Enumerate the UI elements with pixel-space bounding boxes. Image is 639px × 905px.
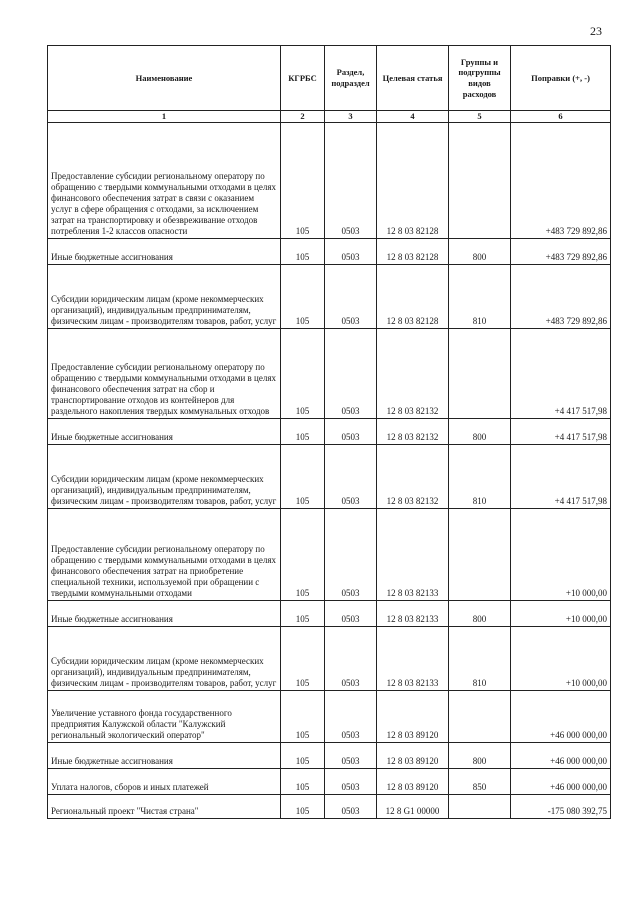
row-amount: +4 417 517,98	[511, 445, 611, 509]
row-kgrbs: 105	[281, 627, 325, 691]
row-kgrbs: 105	[281, 769, 325, 795]
row-group	[449, 509, 511, 601]
row-group: 810	[449, 445, 511, 509]
column-number: 1	[48, 111, 281, 123]
row-target: 12 8 03 89120	[377, 769, 449, 795]
row-amount: +10 000,00	[511, 627, 611, 691]
header-section: Раздел, подраздел	[325, 46, 377, 111]
row-name: Иные бюджетные ассигнования	[48, 601, 281, 627]
row-target: 12 8 03 82132	[377, 445, 449, 509]
row-target: 12 8 03 82128	[377, 239, 449, 265]
row-kgrbs: 105	[281, 329, 325, 419]
row-amount: +483 729 892,86	[511, 239, 611, 265]
row-target: 12 8 03 82132	[377, 329, 449, 419]
row-target: 12 8 03 82133	[377, 627, 449, 691]
row-kgrbs: 105	[281, 743, 325, 769]
row-section: 0503	[325, 601, 377, 627]
row-name: Предоставление субсидии региональному оператору по обращению с твердыми коммунальными отходами в целях финансового обеспечения затрат на приобретение специальной техники, используемой при обращении с твердыми коммунальными отходами	[48, 509, 281, 601]
table-row	[48, 123, 611, 239]
row-kgrbs: 105	[281, 239, 325, 265]
budget-amendments-table	[47, 45, 611, 819]
row-section: 0503	[325, 509, 377, 601]
row-section: 0503	[325, 265, 377, 329]
header-amendments: Поправки (+, -)	[511, 46, 611, 111]
row-kgrbs: 105	[281, 795, 325, 819]
row-group: 810	[449, 265, 511, 329]
table-row	[48, 769, 611, 795]
row-name: Субсидии юридическим лицам (кроме некоммерческих организаций), индивидуальным предпринимателям, физическим лицам - производителям товаров, работ, услуг	[48, 627, 281, 691]
header-target: Целевая статья	[377, 46, 449, 111]
row-group: 800	[449, 419, 511, 445]
row-name: Предоставление субсидии региональному оператору по обращению с твердыми коммунальными отходами в целях финансового обеспечения затрат в связи с оказанием услуг в сфере обращения с отходами, за исключением затрат на транспортировку и обезвреживание отходов потребления 1-2 классов опасности	[48, 123, 281, 239]
row-group	[449, 691, 511, 743]
column-number: 3	[325, 111, 377, 123]
row-target: 12 8 G1 00000	[377, 795, 449, 819]
row-amount: +4 417 517,98	[511, 419, 611, 445]
page-number: 23	[590, 24, 602, 38]
row-target: 12 8 03 82133	[377, 509, 449, 601]
row-target: 12 8 03 82132	[377, 419, 449, 445]
table-row	[48, 509, 611, 601]
row-group: 800	[449, 239, 511, 265]
row-group: 810	[449, 627, 511, 691]
header-group: Группы и подгруппы видов расходов	[449, 46, 511, 111]
table-header-row	[48, 46, 611, 111]
column-number: 5	[449, 111, 511, 123]
row-target: 12 8 03 82128	[377, 123, 449, 239]
row-group	[449, 329, 511, 419]
row-target: 12 8 03 89120	[377, 691, 449, 743]
row-amount: -175 080 392,75	[511, 795, 611, 819]
row-target: 12 8 03 89120	[377, 743, 449, 769]
table-row	[48, 627, 611, 691]
table-row	[48, 265, 611, 329]
row-name: Иные бюджетные ассигнования	[48, 743, 281, 769]
row-amount: +10 000,00	[511, 509, 611, 601]
row-section: 0503	[325, 239, 377, 265]
row-name: Субсидии юридическим лицам (кроме некоммерческих организаций), индивидуальным предпринимателям, физическим лицам - производителям товаров, работ, услуг	[48, 265, 281, 329]
row-kgrbs: 105	[281, 123, 325, 239]
table-row	[48, 691, 611, 743]
header-name: Наименование	[48, 46, 281, 111]
table-row	[48, 795, 611, 819]
row-name: Иные бюджетные ассигнования	[48, 419, 281, 445]
row-group: 800	[449, 743, 511, 769]
row-target: 12 8 03 82128	[377, 265, 449, 329]
table-row	[48, 743, 611, 769]
row-group	[449, 123, 511, 239]
table-row	[48, 239, 611, 265]
row-name: Предоставление субсидии региональному оператору по обращению с твердыми коммунальными отходами в целях финансового обеспечения затрат на сбор и транспортирование отходов из контейнеров для раздельного накопления твердых коммунальных отходов	[48, 329, 281, 419]
row-kgrbs: 105	[281, 509, 325, 601]
row-name: Субсидии юридическим лицам (кроме некоммерческих организаций), индивидуальным предпринимателям, физическим лицам - производителям товаров, работ, услуг	[48, 445, 281, 509]
row-section: 0503	[325, 329, 377, 419]
row-section: 0503	[325, 795, 377, 819]
row-section: 0503	[325, 691, 377, 743]
table-row	[48, 419, 611, 445]
row-name: Уплата налогов, сборов и иных платежей	[48, 769, 281, 795]
row-amount: +4 417 517,98	[511, 329, 611, 419]
row-amount: +46 000 000,00	[511, 691, 611, 743]
table-row	[48, 445, 611, 509]
column-number: 2	[281, 111, 325, 123]
row-amount: +10 000,00	[511, 601, 611, 627]
row-section: 0503	[325, 743, 377, 769]
row-name: Иные бюджетные ассигнования	[48, 239, 281, 265]
row-kgrbs: 105	[281, 265, 325, 329]
row-section: 0503	[325, 123, 377, 239]
row-section: 0503	[325, 419, 377, 445]
row-section: 0503	[325, 769, 377, 795]
row-target: 12 8 03 82133	[377, 601, 449, 627]
row-group	[449, 795, 511, 819]
column-number: 4	[377, 111, 449, 123]
row-section: 0503	[325, 445, 377, 509]
row-amount: +46 000 000,00	[511, 743, 611, 769]
column-number-row	[48, 111, 611, 123]
row-group: 800	[449, 601, 511, 627]
column-number: 6	[511, 111, 611, 123]
header-kgrbs: КГРБС	[281, 46, 325, 111]
row-kgrbs: 105	[281, 691, 325, 743]
row-amount: +483 729 892,86	[511, 123, 611, 239]
row-name: Региональный проект "Чистая страна"	[48, 795, 281, 819]
row-amount: +483 729 892,86	[511, 265, 611, 329]
row-kgrbs: 105	[281, 419, 325, 445]
row-amount: +46 000 000,00	[511, 769, 611, 795]
row-group: 850	[449, 769, 511, 795]
row-section: 0503	[325, 627, 377, 691]
table-row	[48, 329, 611, 419]
row-name: Увеличение уставного фонда государственного предприятия Калужской области "Калужский региональный экологический оператор"	[48, 691, 281, 743]
table-row	[48, 601, 611, 627]
row-kgrbs: 105	[281, 445, 325, 509]
row-kgrbs: 105	[281, 601, 325, 627]
